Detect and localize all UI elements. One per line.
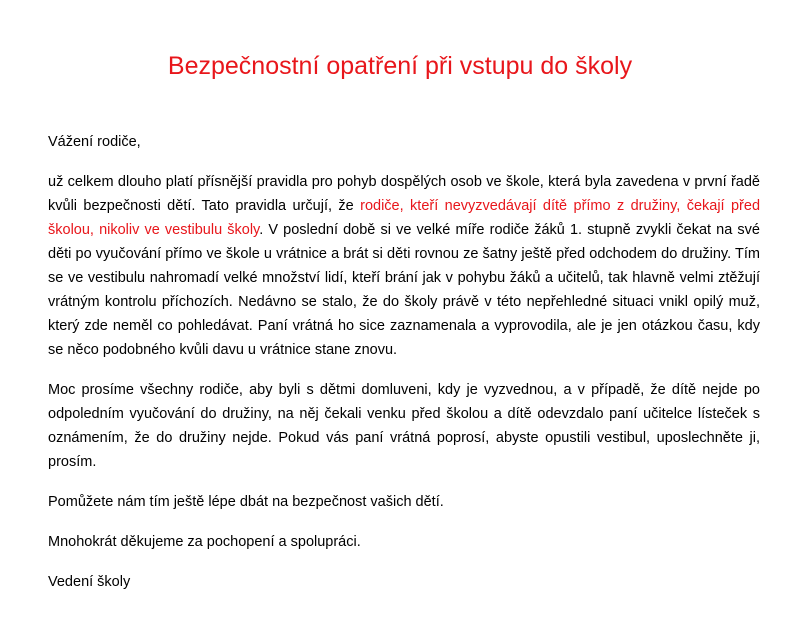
paragraph-rules-intro: už celkem dlouho platí přísnější pravidla pro pohyb dospělých osob ve škole, která byla zavedena v první řadě kvůli bezpečnosti dětí. Tato pravidla určují, že (48, 174, 760, 214)
paragraph-thanks: Mnohokrát děkujeme za pochopení a spolupráci. (48, 534, 361, 550)
paragraph-rules (48, 170, 760, 362)
paragraph-rules-rest: . V poslední době si ve velké míře rodiče žáků 1. stupně zvykli čekat na své děti po vyučování přímo ve škole u vrátnice a brát si děti rovnou ze šatny ještě před odchodem do družiny. Tím se ve vestibulu nahromadí velké množství lidí, kteří brání jak v pohybu žáků a učitelů, tak hlavně velmi ztěžují vrátným kontrolu příchozích. Nedávno se stalo, že do školy právě v této nepřehledné situaci vnikl opilý muž, který zde neměl co pohledávat. Paní vrátná ho sice zaznamenala a vyprovodila, ale je jen otázkou času, kdy se něco podobného kvůli davu u vrátnice stane znovu. (48, 222, 760, 358)
highlighted-rule: rodiče, kteří nevyzvedávají dítě přímo z družiny, čekají před školou, nikoliv ve vestibulu školy (48, 198, 761, 238)
document-body (48, 130, 760, 594)
paragraph-safety: Pomůžete nám tím ještě lépe dbát na bezpečnost vašich dětí. (48, 494, 444, 510)
document-title: Bezpečnostní opatření při vstupu do školy (167, 52, 633, 80)
signature: Vedení školy (48, 574, 131, 590)
greeting: Vážení rodiče, (48, 134, 141, 150)
paragraph-request: Moc prosíme všechny rodiče, aby byli s dětmi domluveni, kdy je vyzvednou, a v případě, že dítě nejde po odpoledním vyučování do družiny, na něj čekali venku před školou a dítě odevzdalo paní učitelce lísteček s oznámením, že do družiny nejde. Pokud vás paní vrátná poprosí, abyste opustili vestibul, uposlechněte ji, prosím. (48, 382, 760, 470)
